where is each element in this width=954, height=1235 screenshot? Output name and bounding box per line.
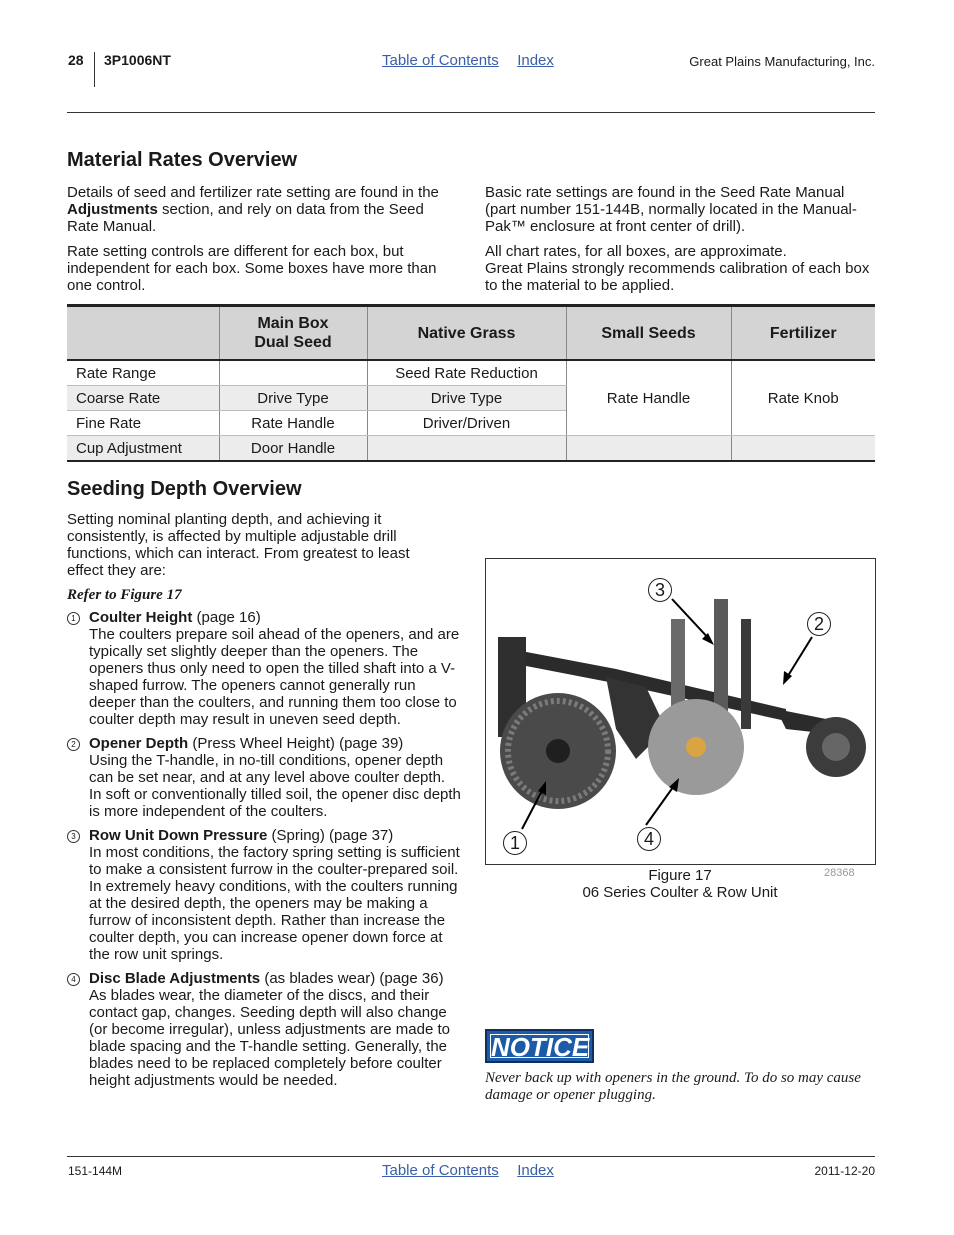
- table-cell: Seed Rate Reduction: [367, 360, 566, 386]
- toc-link[interactable]: Table of Contents: [382, 52, 499, 69]
- table-row: [67, 360, 875, 386]
- figure-reference: Refer to Figure 17: [67, 587, 182, 603]
- table-cell: Cup Adjustment: [67, 436, 219, 462]
- list-item: [67, 609, 461, 728]
- table-cell: [731, 436, 875, 462]
- arrow-4-line: [646, 783, 676, 825]
- table-cell-small-seeds: Rate Handle: [566, 360, 731, 436]
- seeding-intro: Setting nominal planting depth, and achieving it consistently, is affected by multiple adjustable drill functions, which can interact. From greatest to least effect they are:: [67, 511, 410, 579]
- coulter-hub: [546, 739, 570, 763]
- table-cell: Drive Type: [219, 386, 367, 411]
- header-rule: [67, 112, 875, 113]
- callout-3: 3: [648, 578, 672, 602]
- opener-hub: [686, 737, 706, 757]
- index-link[interactable]: Index: [517, 52, 554, 69]
- item-ref: (as blades wear) (page 36): [264, 970, 444, 987]
- figure-number: Figure 17: [648, 867, 712, 884]
- item-title: Coulter Height: [89, 609, 193, 626]
- item-body: The coulters prepare soil ahead of the openers, and are typically set slightly deeper than the openers. The openers thus only need to open the tilled shaft into a V-shaped furrow. The openers cannot generally run deeper than the coulters, and running them too close to coulter depth may result in uneven seed depth.: [89, 626, 460, 728]
- callout-2: 2: [807, 612, 831, 636]
- item-title: Disc Blade Adjustments: [89, 970, 261, 987]
- table-header-cell: [67, 306, 219, 361]
- table-cell: Driver/Driven: [367, 411, 566, 436]
- table-cell: [219, 360, 367, 386]
- number-circle-icon: 4: [67, 973, 80, 986]
- table-cell: Coarse Rate: [67, 386, 219, 411]
- table-cell: Door Handle: [219, 436, 367, 462]
- arrow-3-head-icon: [702, 633, 714, 645]
- material-paragraph-1: [67, 184, 459, 235]
- number-circle-icon: 1: [67, 612, 80, 625]
- list-item: [67, 735, 461, 820]
- table-header-cell: Native Grass: [367, 306, 566, 361]
- item-body: As blades wear, the diameter of the discs, and their contact gap, changes. Seeding depth will also change (or become irregular), unless adjustments are made to blade spacing and the T-handle setting. Generally, the blades need to be replaced completely before coulter height adjustments would be needed.: [89, 987, 450, 1089]
- text-run: Details of seed and fertilizer rate setting are found in the: [67, 184, 439, 201]
- material-rates-heading: Material Rates Overview: [67, 149, 298, 171]
- figure-title: 06 Series Coulter & Row Unit: [582, 884, 778, 901]
- item-ref: (page 16): [196, 609, 261, 626]
- number-circle-icon: 3: [67, 830, 80, 843]
- table-row: [67, 436, 875, 462]
- figure-caption: [485, 867, 875, 901]
- table-header-cell: [219, 306, 367, 361]
- material-right-column: [485, 184, 875, 302]
- header-nav: [382, 52, 568, 70]
- seeding-depth-heading: Seeding Depth Overview: [67, 478, 302, 500]
- notice-badge: [485, 1029, 594, 1063]
- table-header-row: [67, 306, 875, 361]
- item-title: Opener Depth: [89, 735, 189, 752]
- table-cell-fertilizer: Rate Knob: [731, 360, 875, 436]
- table-cell: Drive Type: [367, 386, 566, 411]
- footer-rule: [67, 1156, 875, 1157]
- notice-label: NOTICE: [491, 1032, 590, 1062]
- doc-date: 2011-12-20: [814, 1164, 875, 1178]
- doc-code: 151-144M: [68, 1164, 123, 1178]
- table-cell: [566, 436, 731, 462]
- item-title: Row Unit Down Pressure: [89, 827, 268, 844]
- arrow-2-line: [786, 637, 812, 679]
- spring-right: [714, 599, 728, 719]
- press-wheel-hub: [822, 733, 850, 761]
- header-text: Dual Seed: [254, 334, 332, 351]
- text-run: Great Plains strongly recommends calibration of each box to the material to be applied.: [485, 260, 870, 294]
- table-header-cell: Fertilizer: [731, 306, 875, 361]
- table-cell: [367, 436, 566, 462]
- text-run: All chart rates, for all boxes, are approximate.: [485, 243, 787, 260]
- number-circle-icon: 2: [67, 738, 80, 751]
- table-cell: Rate Handle: [219, 411, 367, 436]
- page-number: 28: [68, 52, 84, 68]
- adjustments-bold: Adjustments: [67, 201, 158, 218]
- material-left-column: [67, 184, 459, 302]
- seeding-left-column: [67, 511, 461, 1096]
- material-paragraph-4: [485, 243, 875, 294]
- footer-toc-link[interactable]: Table of Contents: [382, 1162, 499, 1179]
- header-divider: [94, 52, 95, 87]
- footer-nav: [382, 1162, 568, 1180]
- footer-index-link[interactable]: Index: [517, 1162, 554, 1179]
- notice-text: Never back up with openers in the ground. To do so may cause damage or opener plugging.: [485, 1070, 861, 1103]
- rate-table: [67, 304, 875, 462]
- material-paragraph-3: Basic rate settings are found in the Seed Rate Manual (part number 151-144B, normally located in the Manual-Pak™ enclosure at front center of drill).: [485, 184, 857, 235]
- table-header-cell: Small Seeds: [566, 306, 731, 361]
- material-paragraph-2: Rate setting controls are different for each box, but independent for each box. Some boxes have more than one control.: [67, 243, 437, 294]
- item-body: In most conditions, the factory spring setting is sufficient to make a consistent furrow in the coulter-prepared soil. In extremely heavy conditions, with the coulters running at the desired depth, the openers may be making a furrow of inconsistent depth. Rather than increase the coulter depth, you can increase opener down force at the row unit springs.: [89, 844, 460, 963]
- list-item: [67, 827, 461, 963]
- figure-17-frame: [485, 558, 876, 865]
- callout-4: 4: [637, 827, 661, 851]
- model-number: 3P1006NT: [104, 52, 171, 68]
- item-ref: (Press Wheel Height) (page 39): [192, 735, 404, 752]
- text-run: section, and rely on data from the Seed Rate Manual.: [67, 201, 424, 235]
- header-text: Main Box: [257, 315, 329, 332]
- table-cell: Rate Range: [67, 360, 219, 386]
- t-handle-rod: [741, 619, 751, 729]
- item-ref: (Spring) (page 37): [271, 827, 394, 844]
- table-cell: Fine Rate: [67, 411, 219, 436]
- row-unit-illustration: [486, 559, 875, 864]
- callout-1: 1: [503, 831, 527, 855]
- list-item: [67, 970, 461, 1089]
- item-body: Using the T-handle, in no-till conditions, opener depth can be set near, and at any level above coulter depth. In soft or conventionally tilled soil, the opener disc depth is more independent of the coulters.: [89, 752, 461, 820]
- figure-image-id: 28368: [824, 867, 855, 879]
- company-name: Great Plains Manufacturing, Inc.: [689, 54, 875, 69]
